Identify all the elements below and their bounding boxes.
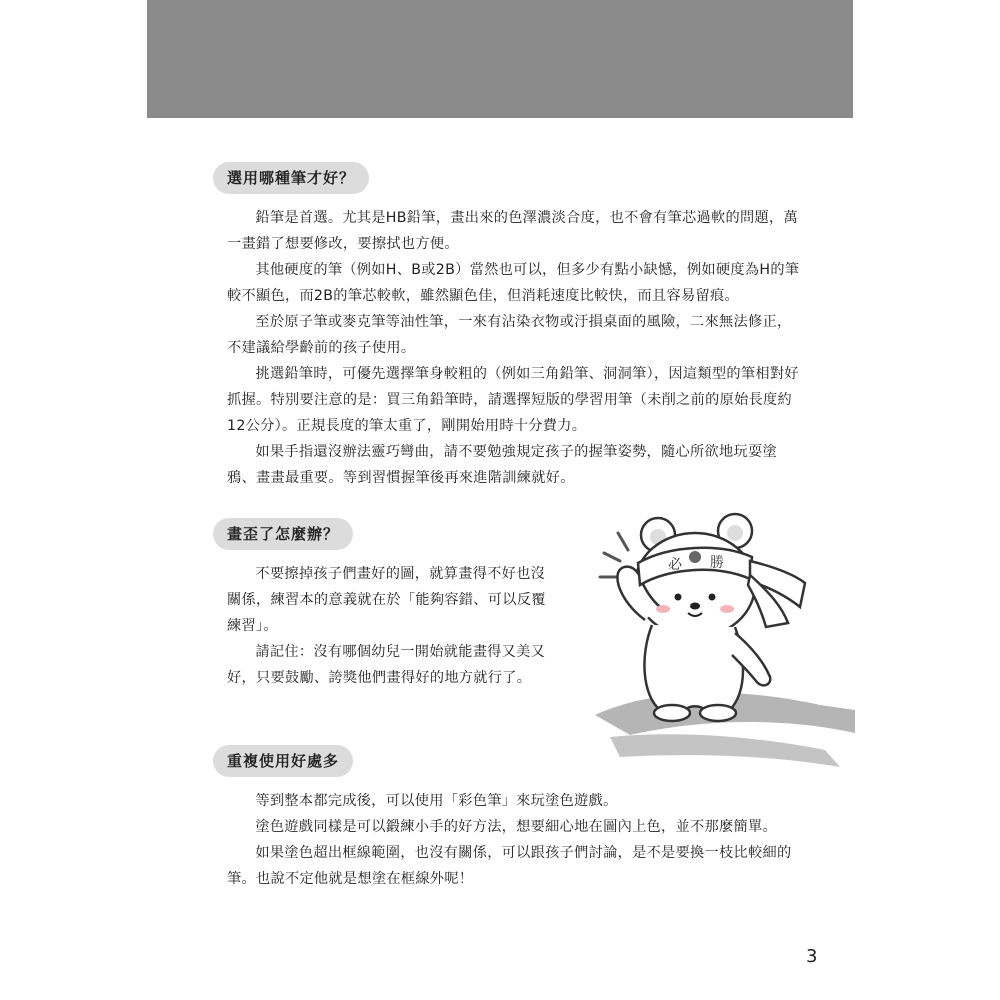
paragraph: 不要擦掉孩子們畫好的圖，就算畫得不好也沒關係，練習本的意義就在於「能夠容錯、可以反覆練習」。	[227, 566, 546, 634]
paragraph: 請記住：沒有哪個幼兒一開始就能畫得又美又好，只要鼓勵、誇獎他們畫得好的地方就行了。	[227, 644, 546, 686]
paragraph: 塗色遊戲同樣是可以鍛練小手的好方法，想要細心地在圖內上色，並不那麼簡單。	[255, 819, 777, 835]
cheering-bear-illustration	[590, 505, 855, 785]
top-gray-band	[147, 0, 853, 118]
section-heading-mistakes: 畫歪了怎麼辦？	[213, 518, 353, 550]
paragraph: 如果手指還沒辦法靈巧彎曲，請不要勉強規定孩子的握筆姿勢，隨心所欲地玩耍塗鴉、畫畫最重要。等到習慣握筆後再來進階訓練就好。	[227, 444, 777, 486]
paragraph: 鉛筆是首選。尤其是HB鉛筆，畫出來的色澤濃淡合度，也不會有筆芯過軟的問題，萬一畫錯了想要修改，要擦拭也方便。	[227, 210, 798, 252]
paragraph: 如果塗色超出框線範圍，也沒有關係，可以跟孩子們討論，是不是要換一枝比較細的筆。也說不定他就是想塗在框線外呢！	[227, 845, 792, 887]
paragraph: 等到整本都完成後，可以使用「彩色筆」來玩塗色遊戲。	[255, 793, 618, 809]
section-heading-pen-choice: 選用哪種筆才好？	[213, 162, 369, 194]
section-heading-reuse: 重複使用好處多	[213, 745, 353, 777]
paragraph: 至於原子筆或麥克筆等油性筆，一來有沾染衣物或汙損桌面的風險，二來無法修正，不建議給學齡前的孩子使用。	[227, 314, 792, 356]
page-number: 3	[806, 946, 818, 967]
paragraph: 其他硬度的筆（例如H、B或2B）當然也可以，但多少有點小缺憾，例如硬度為H的筆較不顯色，而2B的筆芯較軟，雖然顯色佳，但消耗速度比較快，而且容易留痕。	[227, 262, 800, 304]
paragraph: 挑選鉛筆時，可優先選擇筆身較粗的（例如三角鉛筆、洞洞筆），因這類型的筆相對好抓握。特別要注意的是：買三角鉛筆時，請選擇短版的學習用筆（未削之前的原始長度約12公分）。正規長度的筆太重了，剛開始用時十分費力。	[227, 366, 799, 434]
headband-text: 勝	[710, 555, 724, 571]
headband-text: 必	[668, 557, 682, 573]
